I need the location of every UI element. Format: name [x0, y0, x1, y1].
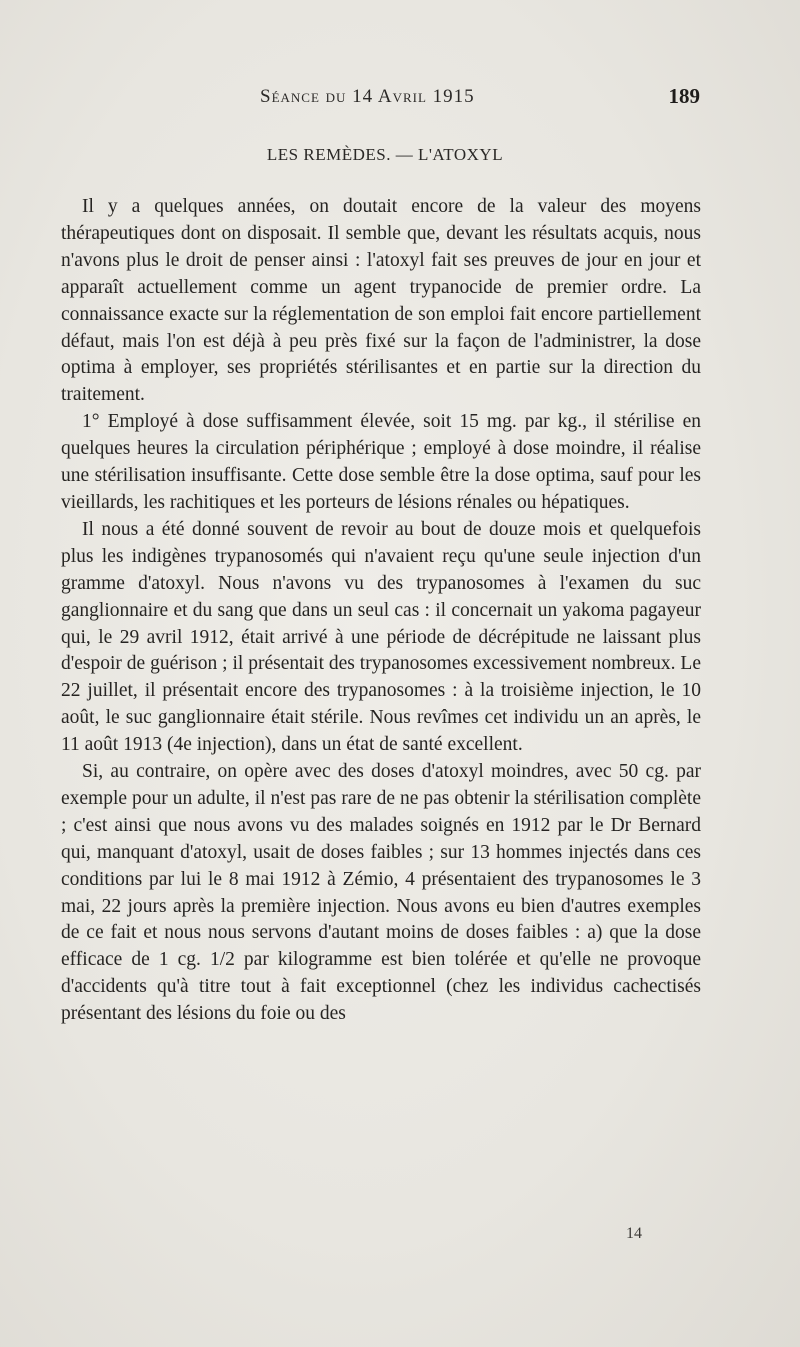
running-title: Séance du 14 Avril 1915	[260, 86, 475, 107]
paragraph: Il y a quelques années, on doutait encore de la valeur des moyens thérapeutiques dont on disposait. Il semble que, devant les résultats acquis, nous n'avons plus le droit de penser ainsi : l'atoxyl fait ses preuves de jour en jour et apparaît actuellement comme un agent trypanocide de premier ordre. La connaissance exacte sur la réglementation de son emploi fait encore partiellement défaut, mais l'on est déjà à peu près fixé sur la façon de l'administrer, la dose optima à employer, ses propriétés stérilisantes et en partie sur la direction du traitement.	[61, 196, 701, 406]
running-head	[60, 86, 700, 116]
page-number: 189	[668, 84, 700, 108]
body-text	[61, 194, 701, 1028]
paragraph: Il nous a été donné souvent de revoir au bout de douze mois et quelquefois plus les indigènes trypanosomés qui n'avaient reçu qu'une seule injection d'un gramme d'atoxyl. Nous n'avons vu des trypanosomes à l'examen du suc ganglionnaire et du sang que dans un seul cas : il concernait un yakoma pagayeur qui, le 29 avril 1912, était arrivé à une période de décrépitude ne laissant plus d'espoir de guérison ; il présentait des trypanosomes excessivement nombreux. Le 22 juillet, il présentait encore des trypanosomes : à la troisième injection, le 10 août, le suc ganglionnaire était stérile. Nous revîmes cet individu un an après, le 11 août 1913 (4e injection), dans un état de santé excellent.	[61, 518, 701, 756]
paragraph: 1° Employé à dose suffisamment élevée, soit 15 mg. par kg., il stérilise en quelques heures la circulation périphérique ; employé à dose moindre, il réalise une stérilisation insuffisante. Cette dose semble être la dose optima, sauf pour les vieillards, les rachitiques et les porteurs de lésions rénales ou hépatiques.	[61, 411, 701, 513]
signature-mark: 14	[626, 1225, 642, 1242]
section-heading: LES REMÈDES. — L'ATOXYL	[266, 145, 504, 164]
paragraph: Si, au contraire, on opère avec des doses d'atoxyl moindres, avec 50 cg. par exemple pour un adulte, il n'est pas rare de ne pas obtenir la stérilisation complète ; c'est ainsi que nous avons vu des malades soignés en 1912 par le Dr Bernard qui, manquant d'atoxyl, usait de doses faibles ; sur 13 hommes injectés dans ces conditions par lui le 8 mai 1912 à Zémio, 4 présentaient des trypanosomes le 3 mai, 22 jours après la première injection. Nous avons eu bien d'autres exemples de ce fait et nous nous servons d'autant moins de doses faibles : a) que la dose efficace de 1 cg. 1/2 par kilogramme est bien tolérée et qu'elle ne provoque d'accidents qu'à titre tout à fait exceptionnel (chez les individus cachectisés présentant des lésions du foie ou des	[61, 761, 701, 1025]
